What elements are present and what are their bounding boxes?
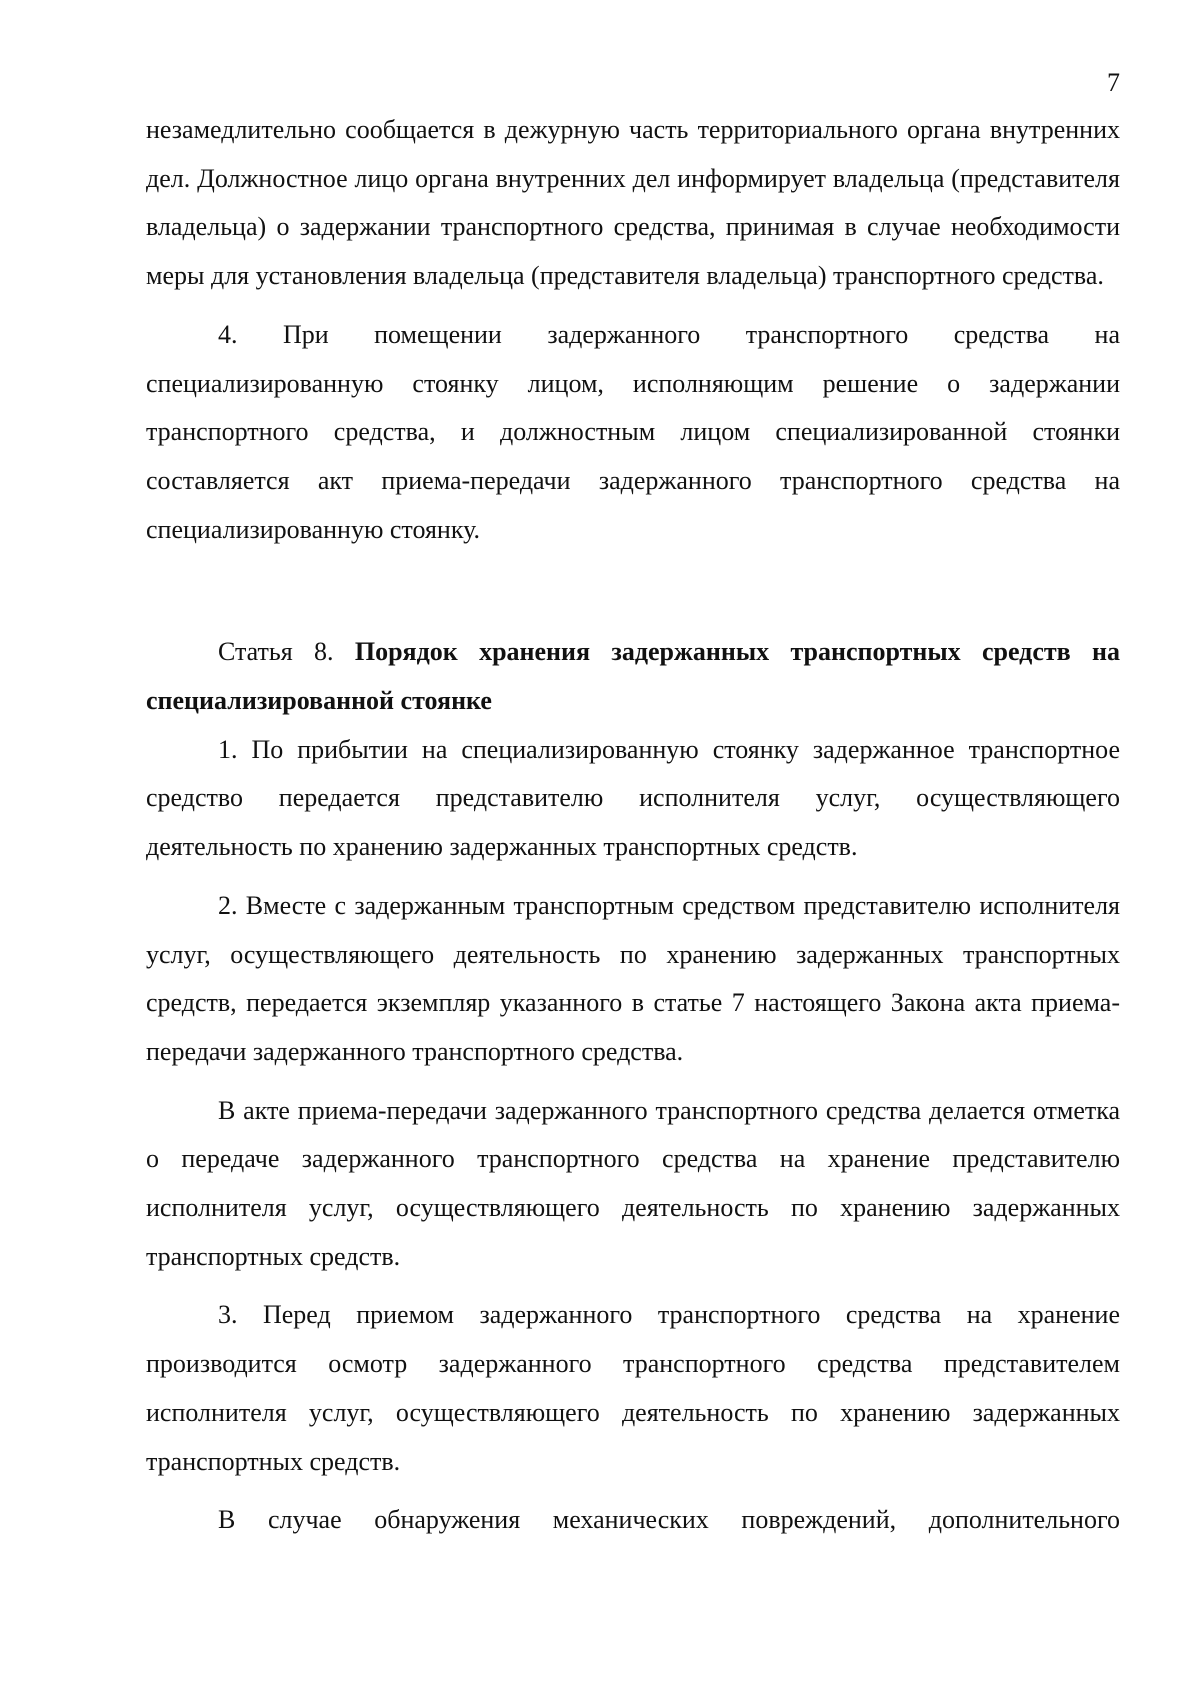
paragraph-continuation: незамедлительно сообщается в дежурную часть территориального органа внутренних дел. Должностное лицо органа внутренних дел информирует владельца (представителя владельца) о задержании транспортного средства, принимая в случае необходимости меры для установления владельца (представителя владельца) транспортного средства. [146, 115, 1120, 291]
article-paragraph-3-note: В случае обнаружения механических повреждений, дополнительного [218, 1505, 1120, 1535]
document-body [146, 106, 1120, 1545]
article-heading [146, 628, 1120, 725]
paragraph-item-4: 4. При помещении задержанного транспортного средства на специализированную стоянку лицом, исполняющим решение о задержании транспортного средства, и должностным лицом специализированной стоянки составляется акт приема-передачи задержанного транспортного средства на специализированную стоянку. [146, 319, 1120, 544]
article-paragraph-3: 3. Перед приемом задержанного транспортного средства на хранение производится осмотр задержанного транспортного средства представителем исполнителя услуг, осуществляющего деятельность по хранению задержанных транспортных средств. [146, 1300, 1120, 1476]
article-title: Порядок хранения задержанных транспортных средств на специализированной стоянке [146, 637, 1120, 716]
article-paragraph-2: 2. Вместе с задержанным транспортным средством представителю исполнителя услуг, осуществляющего деятельность по хранению задержанных транспортных средств, передается экземпляр указанного в статье 7 настоящего Закона акта приема-передачи задержанного транспортного средства. [146, 890, 1120, 1066]
article-paragraph-2-note: В акте приема-передачи задержанного транспортного средства делается отметка о передаче задержанного транспортного средства на хранение представителю исполнителя услуг, осуществляющего деятельность по хранению задержанных транспортных средств. [146, 1095, 1120, 1271]
article-paragraph-1: 1. По прибытии на специализированную стоянку задержанное транспортное средство передается представителю исполнителя услуг, осуществляющего деятельность по хранению задержанных транспортных средств. [146, 734, 1120, 862]
page-number: 7 [1107, 68, 1120, 97]
article-prefix: Статья 8. [218, 637, 355, 667]
